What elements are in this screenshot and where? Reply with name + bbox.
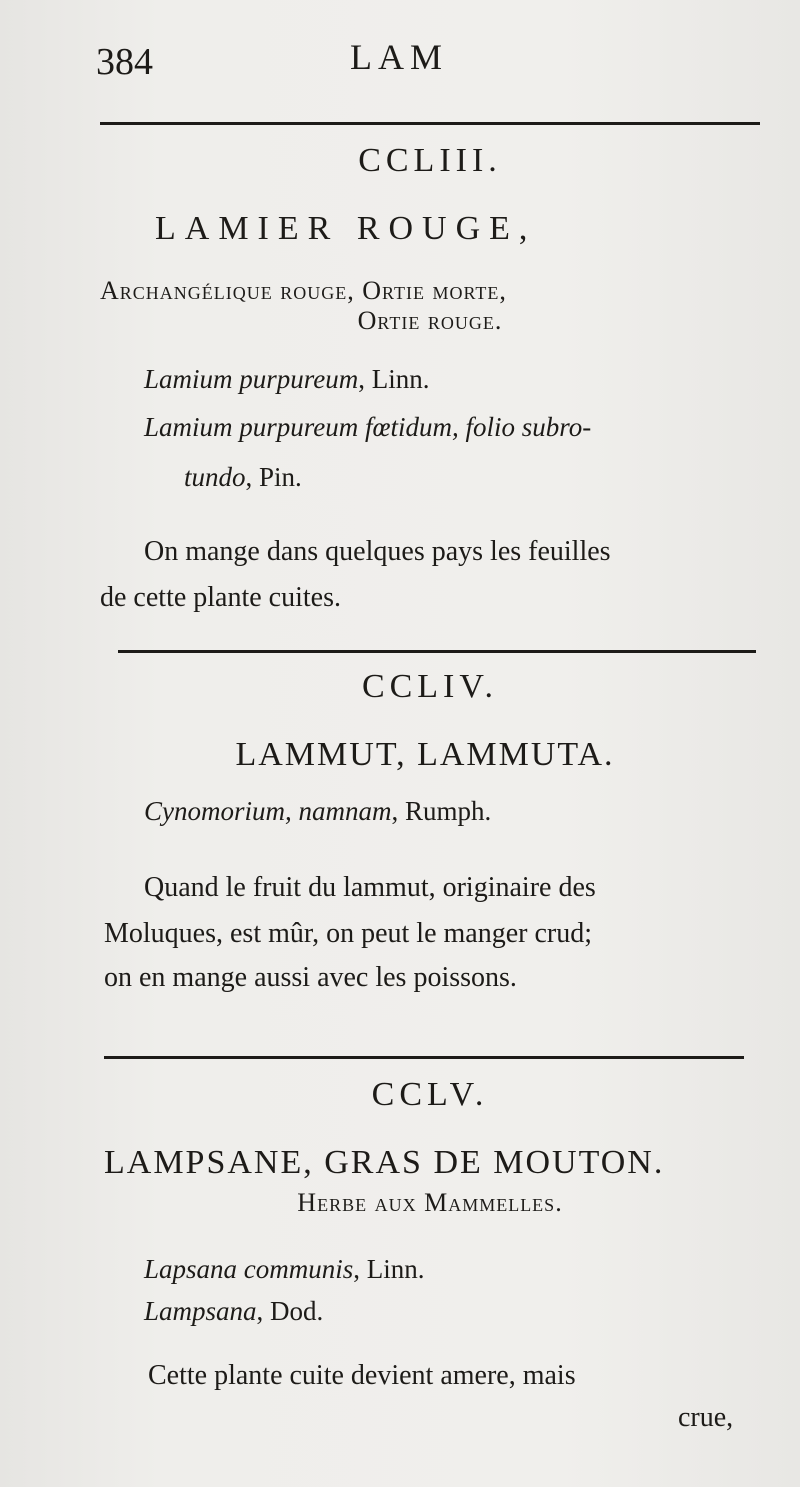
entry-text-line: on en mange aussi avec les poissons.: [104, 962, 517, 993]
section-rule: [104, 1056, 744, 1059]
entry-synonyms: Archangélique rouge, Ortie morte,: [100, 276, 507, 305]
latin-name: Cynomorium, namnam: [144, 796, 392, 826]
latin-author: , Linn.: [358, 364, 430, 394]
latin-name: Lapsana communis: [144, 1254, 354, 1284]
latin-author: , Rumph.: [391, 796, 492, 826]
entry-title: LAMMUT, LAMMUTA.: [235, 736, 615, 773]
latin-name: Lamium purpureum fœtidum, folio subro-: [144, 412, 592, 442]
entry-synonyms: Herbe aux Mammelles.: [297, 1188, 563, 1217]
latin-name-line: [144, 796, 491, 827]
running-head: LAM: [350, 37, 448, 77]
page-number: 384: [96, 41, 153, 83]
latin-name: Lampsana: [144, 1296, 257, 1326]
latin-author: , Linn.: [353, 1254, 425, 1284]
header-rule: [100, 122, 760, 125]
latin-name-line: [144, 1296, 323, 1327]
latin-name: Lamium purpureum: [144, 364, 359, 394]
latin-name-line: [144, 1254, 425, 1285]
entry-number: CCLIII.: [358, 142, 502, 179]
section-rule: [118, 650, 756, 653]
entry-synonyms: Ortie rouge.: [357, 306, 503, 335]
entry-number: CCLV.: [371, 1076, 489, 1113]
latin-name-line: [144, 364, 430, 395]
latin-author: , Dod.: [256, 1296, 324, 1326]
entry-text-line: Quand le fruit du lammut, originaire des: [144, 872, 596, 903]
latin-name: tundo: [184, 462, 246, 492]
entry-text-line: Cette plante cuite devient amere, mais: [148, 1360, 576, 1391]
entry-text-line: On mange dans quelques pays les feuilles: [144, 536, 611, 567]
entry-title: LAMPSANE, GRAS DE MOUTON.: [104, 1144, 665, 1181]
entry-number: CCLIV.: [361, 668, 499, 705]
entry-text-line: crue,: [678, 1402, 734, 1433]
entry-title: LAMIER ROUGE,: [155, 210, 537, 247]
latin-name-line: [184, 462, 302, 493]
latin-author: , Pin.: [245, 462, 302, 492]
latin-name-line: [144, 412, 591, 443]
entry-text-line: Moluques, est mûr, on peut le manger crud;: [104, 918, 592, 949]
entry-text-line: de cette plante cuites.: [100, 582, 341, 613]
